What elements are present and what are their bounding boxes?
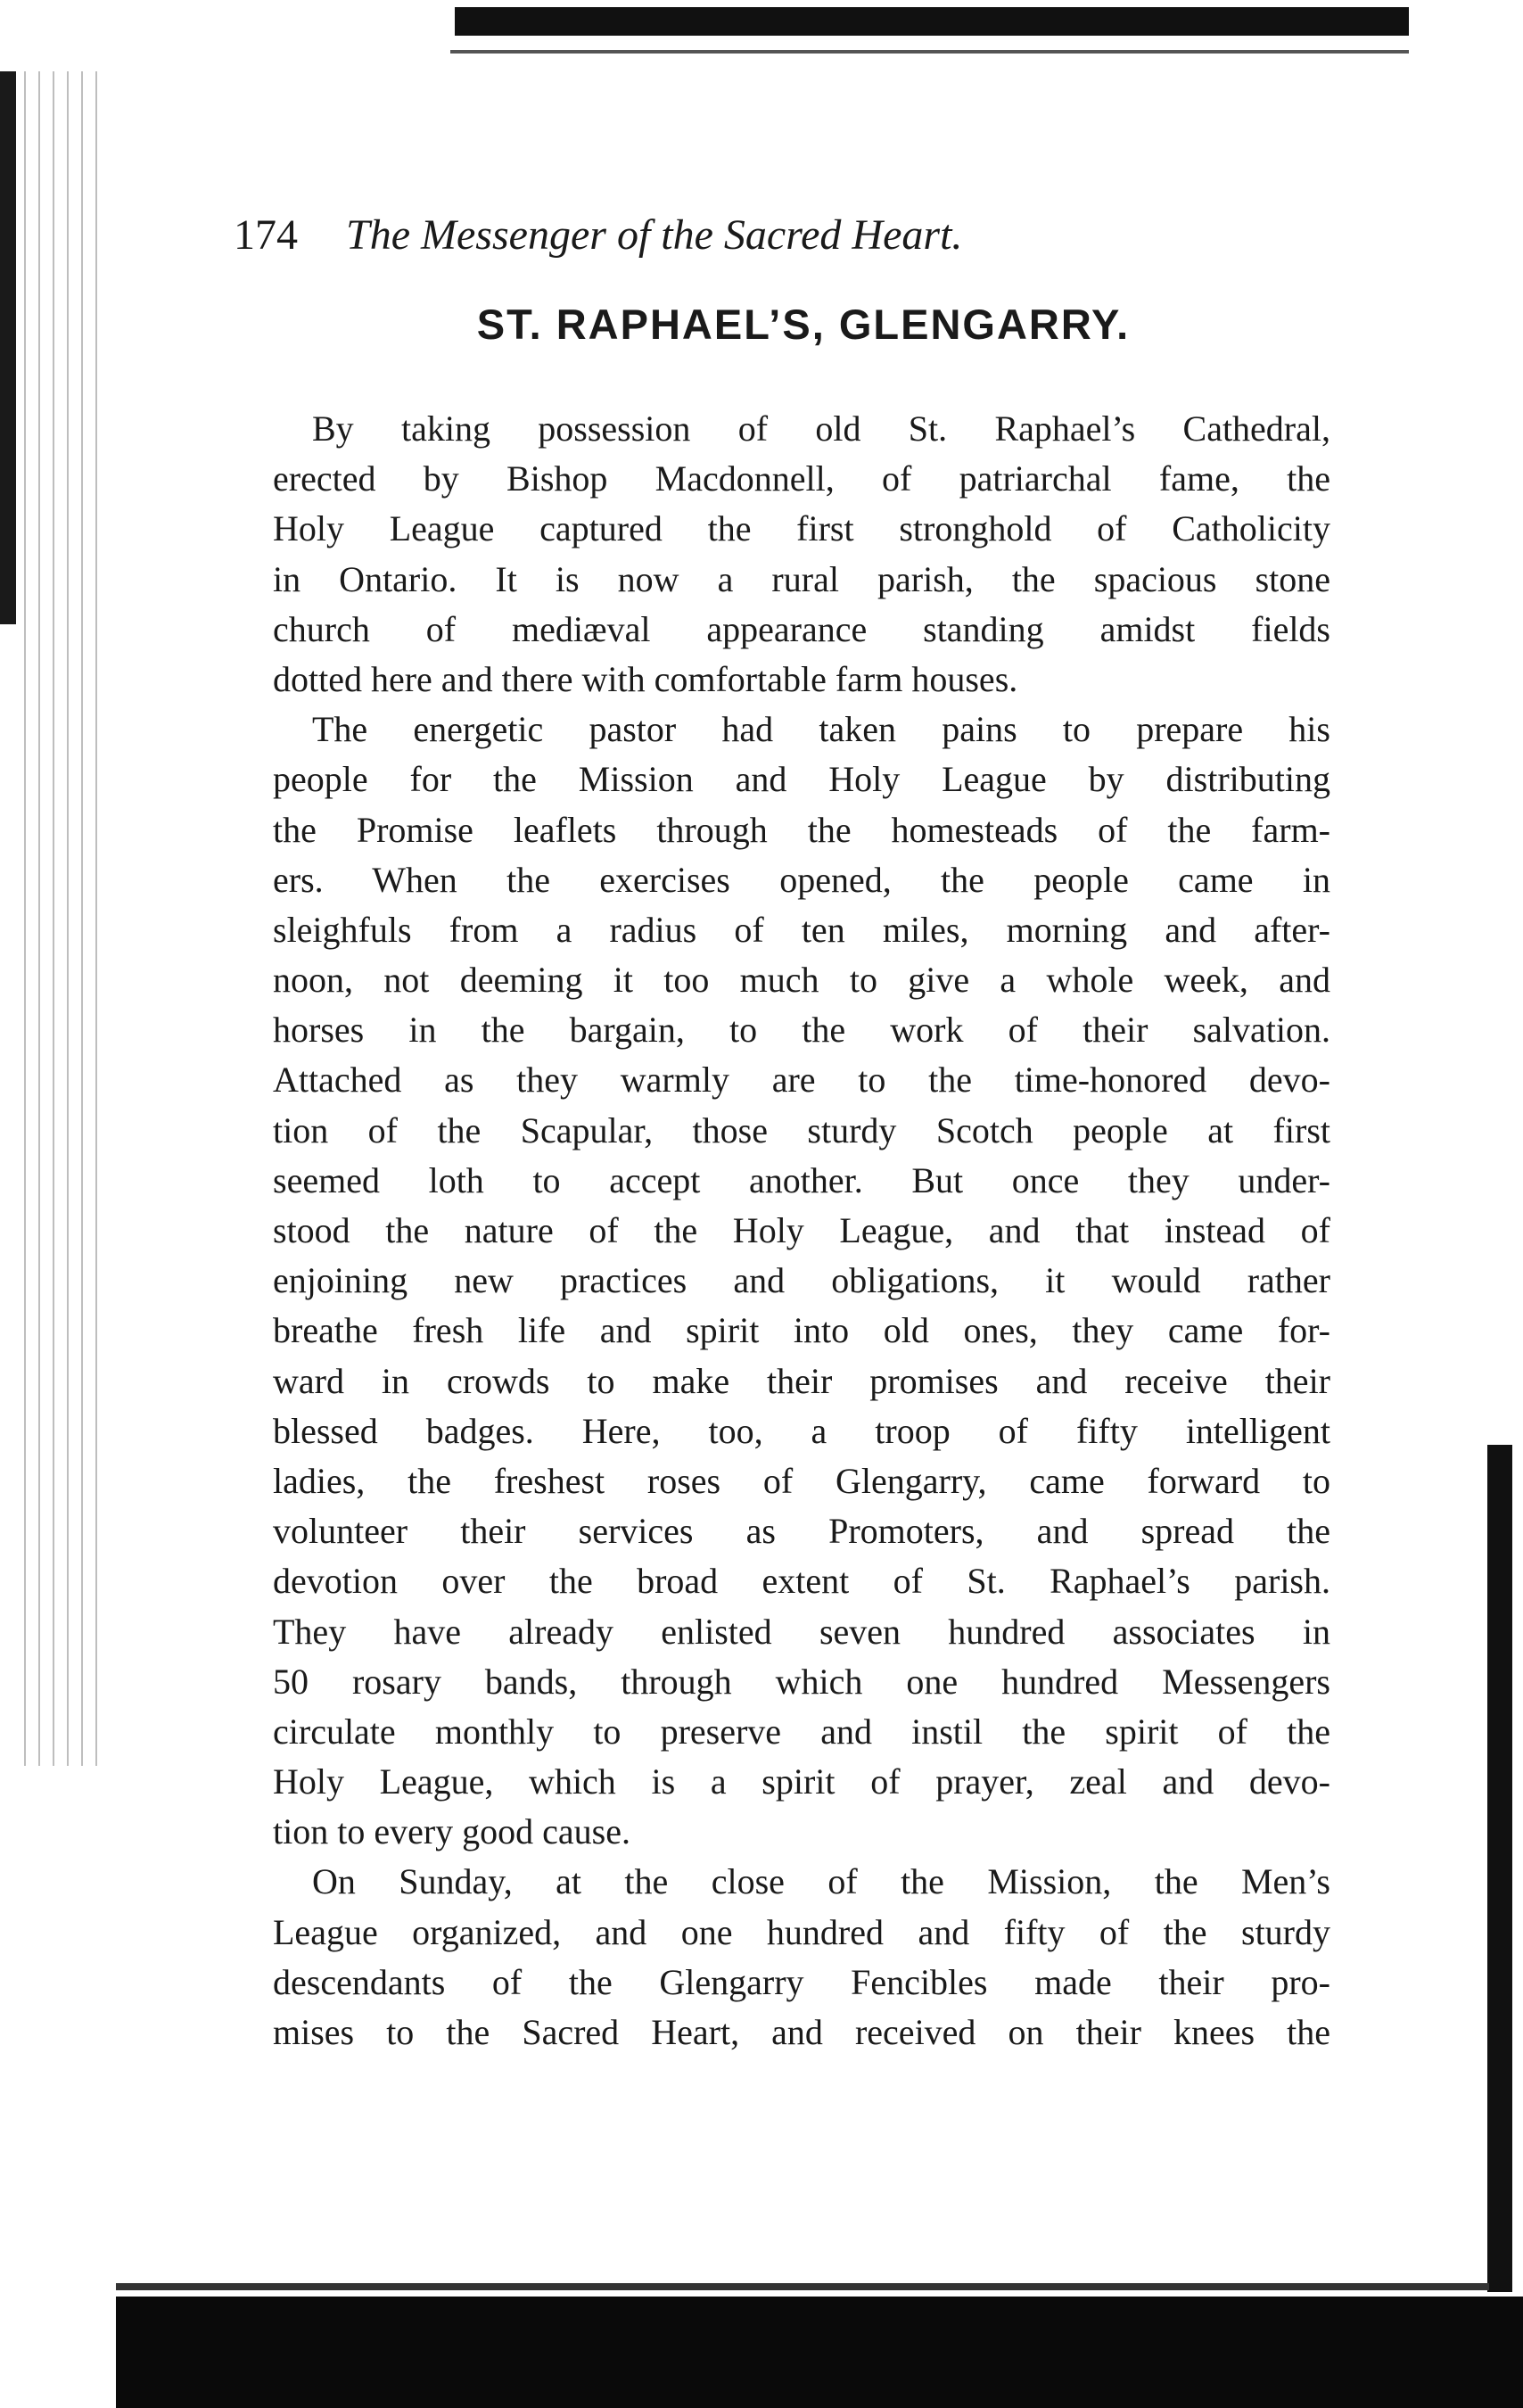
text-line: ladies, the freshest roses of Glengarry, came forward to: [273, 1460, 1330, 1501]
text-line: stood the nature of the Holy League, and that instead of: [273, 1210, 1330, 1250]
text-line: blessed badges. Here, too, a troop of fifty intelligent: [273, 1410, 1330, 1451]
text-line: circulate monthly to preserve and instil the spirit of the: [273, 1711, 1330, 1752]
text-line: Attached as they warmly are to the time-honored devo-: [273, 1060, 1330, 1101]
text-line: ers. When the exercises opened, the people came in: [273, 859, 1330, 900]
text-line: in Ontario. It is now a rural parish, the spacious stone: [273, 558, 1330, 599]
scan-border-right: [1487, 1445, 1512, 2292]
journal-title: The Messenger of the Sacred Heart.: [346, 211, 963, 259]
text-line: breathe fresh life and spirit into old ones, they came for-: [273, 1310, 1330, 1351]
book-page: [234, 211, 1330, 2058]
text-line: people for the Mission and Holy League by distributing: [273, 759, 1330, 800]
text-line: descendants of the Glengarry Fencibles made their pro-: [273, 1961, 1330, 2002]
text-line: League organized, and one hundred and fifty of the sturdy: [273, 1911, 1330, 1952]
text-line: By taking possession of old St. Raphael’s Cathedral,: [312, 408, 1330, 449]
text-line: On Sunday, at the close of the Mission, the Men’s: [312, 1861, 1330, 1902]
text-line: Holy League, which is a spirit of prayer, zeal and devo-: [273, 1761, 1330, 1802]
text-line: devotion over the broad extent of St. Raphael’s parish.: [273, 1561, 1330, 1602]
text-line: horses in the bargain, to the work of their salvation.: [273, 1010, 1330, 1051]
text-line: 50 rosary bands, through which one hundred Messengers: [273, 1661, 1330, 1702]
scan-rule-top: [450, 50, 1409, 54]
page-number: 174: [234, 211, 298, 259]
scan-rule-bottom: [116, 2283, 1489, 2290]
running-head: [234, 211, 1330, 259]
text-line: enjoining new practices and obligations, it would rather: [273, 1260, 1330, 1301]
scan-border-top: [455, 7, 1409, 36]
paragraph-2: [234, 705, 1330, 1857]
text-line: sleighfuls from a radius of ten miles, morning and after-: [273, 909, 1330, 950]
scan-border-left: [0, 71, 16, 624]
article-title: ST. RAPHAEL’S, GLENGARRY.: [476, 301, 1131, 348]
text-line: church of mediæval appearance standing amidst fields: [273, 608, 1330, 649]
text-line: volunteer their services as Promoters, and spread the: [273, 1511, 1330, 1552]
text-line: Holy League captured the first stronghold of Catholicity: [273, 508, 1330, 549]
text-line: They have already enlisted seven hundred associates in: [273, 1611, 1330, 1652]
text-line: erected by Bishop Macdonnell, of patriarchal fame, the: [273, 458, 1330, 499]
scan-border-bottom: [116, 2297, 1523, 2408]
text-line: dotted here and there with comfortable farm houses.: [273, 658, 1018, 699]
text-line: The energetic pastor had taken pains to prepare his: [312, 709, 1330, 750]
text-line: the Promise leaflets through the homesteads of the farm-: [273, 809, 1330, 850]
text-line: noon, not deeming it too much to give a whole week, and: [273, 960, 1330, 1001]
text-line: seemed loth to accept another. But once they under-: [273, 1159, 1330, 1200]
scan-page-edges-left: [18, 71, 98, 1766]
paragraph-1: [234, 404, 1330, 705]
text-line: tion to every good cause.: [273, 1811, 630, 1852]
text-line: tion of the Scapular, those sturdy Scotch people at first: [273, 1109, 1330, 1150]
paragraph-3: [234, 1857, 1330, 2058]
text-line: mises to the Sacred Heart, and received on their knees the: [273, 2012, 1330, 2052]
text-line: ward in crowds to make their promises and receive their: [273, 1360, 1330, 1401]
